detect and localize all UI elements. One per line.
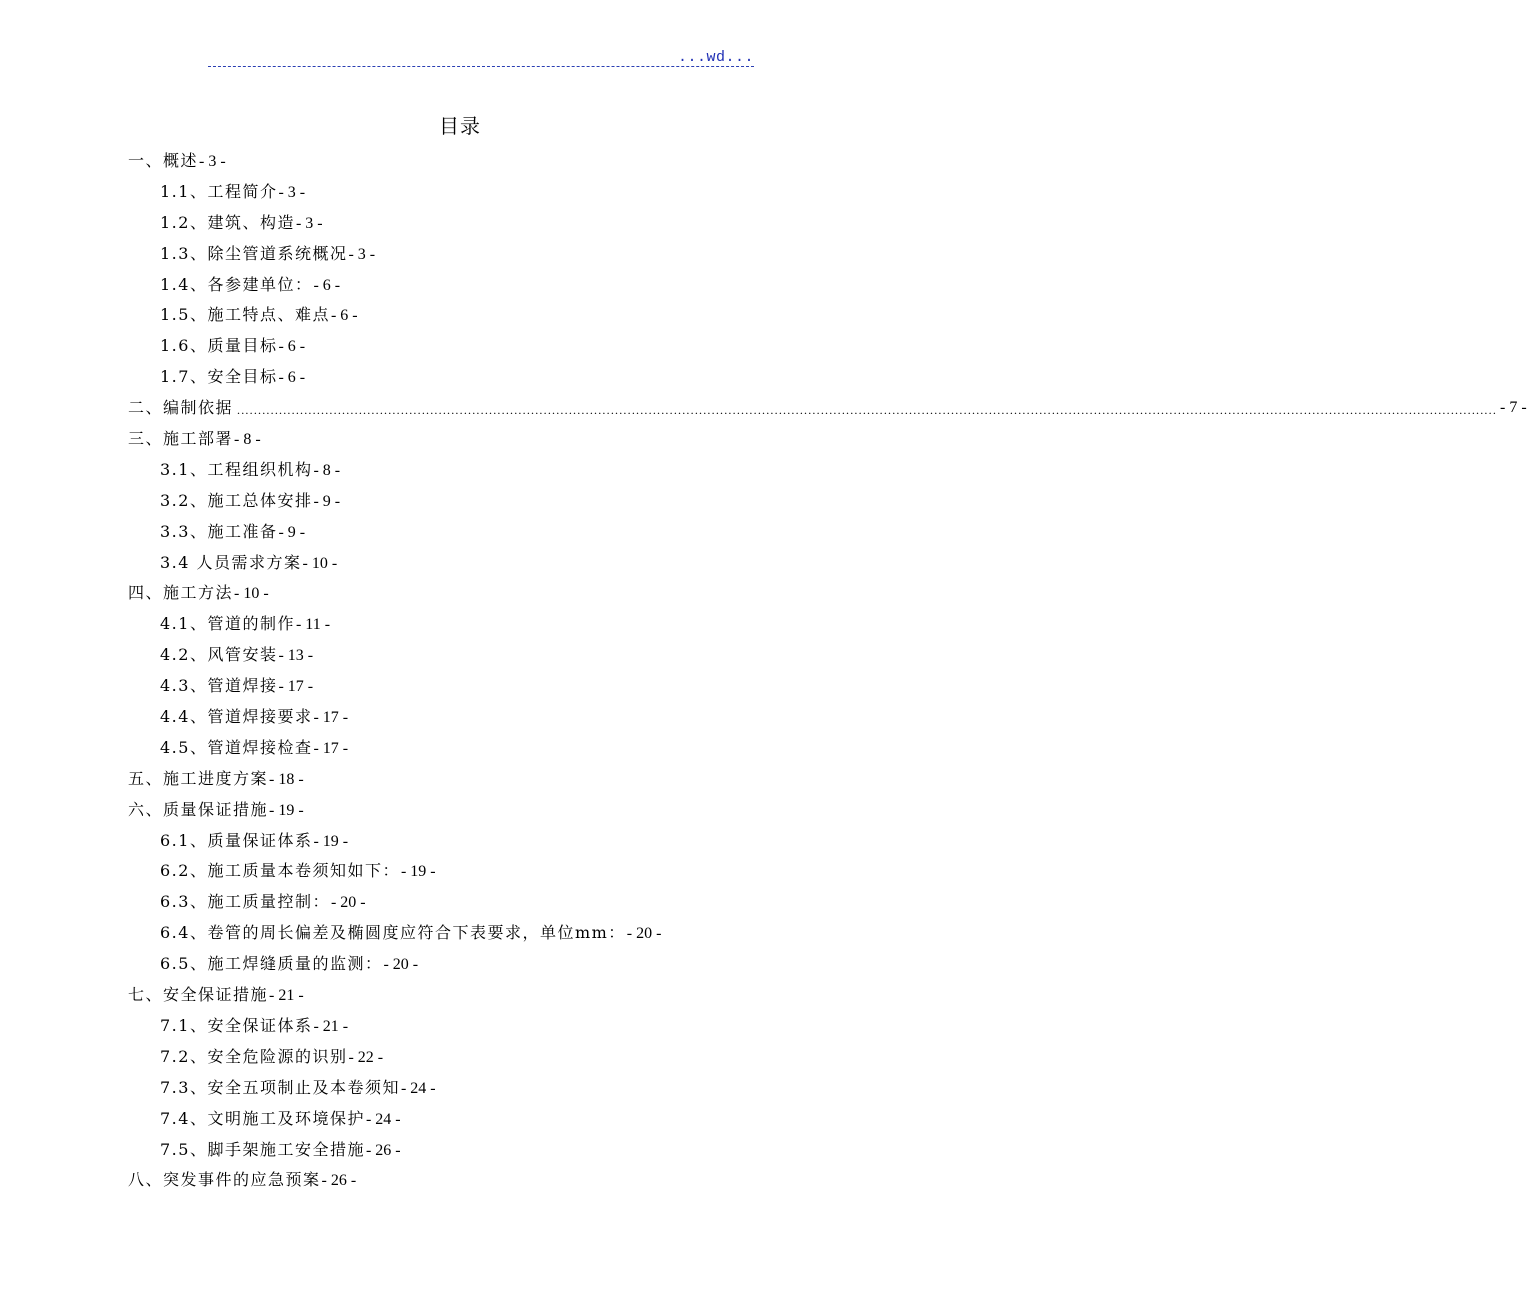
toc-entry-label: 1.3、除尘管道系统概况	[160, 243, 348, 263]
toc-subsection-entry[interactable]	[0, 300, 920, 331]
toc-dot-leader: ............................................................................................................................................................................................................................................................................................................	[237, 403, 1498, 418]
toc-entry-label: 6.1、质量保证体系	[160, 830, 313, 850]
toc-entry-label: 八、突发事件的应急预案	[128, 1170, 321, 1190]
toc-subsection-entry[interactable]	[0, 1104, 920, 1135]
toc-entry-label: 1.4、各参建单位：	[160, 274, 313, 294]
toc-entry-label: 3.3、施工准备	[160, 521, 278, 541]
toc-entry-page-number: - 20 -	[626, 925, 662, 943]
toc-entry-page-number: - 19 -	[269, 801, 304, 819]
toc-entry-label: 一、概述	[128, 151, 199, 170]
toc-entry-page-number: - 6 -	[278, 369, 306, 387]
toc-entry-page-number: - 10 -	[234, 585, 269, 603]
toc-entry-page-number: - 7 -	[1500, 399, 1527, 417]
toc-subsection-entry[interactable]	[0, 1042, 920, 1073]
table-of-contents	[0, 146, 1527, 1196]
toc-entry-label: 6.3、施工质量控制：	[160, 892, 330, 912]
toc-subsection-entry[interactable]	[0, 702, 920, 733]
toc-entry-label: 1.7、安全目标	[160, 367, 278, 387]
toc-section-entry[interactable]	[0, 795, 920, 826]
toc-entry-label: 7.4、文明施工及环境保护	[160, 1108, 365, 1128]
toc-section-entry[interactable]	[0, 1165, 920, 1196]
toc-entry-page-number: - 11 -	[295, 616, 331, 634]
toc-entry-label: 3.2、施工总体安排	[160, 490, 313, 510]
toc-section-entry[interactable]	[0, 393, 1527, 424]
toc-subsection-entry[interactable]	[0, 517, 920, 548]
toc-subsection-entry[interactable]	[0, 671, 920, 702]
toc-entry-page-number: - 17 -	[313, 709, 349, 727]
toc-entry-page-number: - 17 -	[313, 739, 349, 757]
toc-entry-page-number: - 19 -	[400, 863, 436, 881]
toc-entry-label: 7.2、安全危险源的识别	[160, 1046, 348, 1066]
toc-section-entry[interactable]	[0, 764, 920, 795]
header-dashed-rule	[208, 66, 754, 67]
toc-section-entry[interactable]	[0, 578, 920, 609]
toc-subsection-entry[interactable]	[0, 918, 920, 949]
toc-subsection-entry[interactable]	[0, 239, 920, 270]
toc-entry-label: 3.1、工程组织机构	[160, 459, 313, 479]
toc-subsection-entry[interactable]	[0, 455, 920, 486]
toc-entry-label: 3.4 人员需求方案	[160, 552, 302, 572]
toc-subsection-entry[interactable]	[0, 331, 920, 362]
toc-entry-page-number: - 26 -	[365, 1141, 401, 1159]
toc-entry-label: 四、施工方法	[128, 583, 234, 603]
page-header	[208, 46, 754, 70]
toc-subsection-entry[interactable]	[0, 486, 920, 517]
toc-subsection-entry[interactable]	[0, 640, 920, 671]
toc-entry-page-number: - 24 -	[365, 1110, 401, 1128]
toc-entry-page-number: - 3 -	[295, 214, 323, 232]
toc-subsection-entry[interactable]	[0, 1011, 920, 1042]
toc-entry-label: 六、质量保证措施	[128, 799, 269, 819]
toc-entry-page-number: - 22 -	[348, 1048, 384, 1066]
toc-subsection-entry[interactable]	[0, 826, 920, 857]
toc-entry-page-number: - 6 -	[330, 307, 358, 325]
toc-entry-page-number: - 26 -	[321, 1172, 357, 1190]
toc-entry-label: 五、施工进度方案	[128, 768, 269, 788]
toc-entry-label: 7.5、脚手架施工安全措施	[160, 1139, 365, 1159]
toc-subsection-entry[interactable]	[0, 949, 920, 980]
toc-entry-page-number: - 9 -	[278, 523, 306, 541]
toc-subsection-entry[interactable]	[0, 887, 920, 918]
toc-entry-page-number: - 21 -	[313, 1017, 349, 1035]
toc-entry-page-number: - 3 -	[278, 183, 306, 201]
toc-subsection-entry[interactable]	[0, 856, 920, 887]
toc-entry-label: 6.2、施工质量本卷须知如下：	[160, 861, 400, 881]
toc-subsection-entry[interactable]	[0, 609, 920, 640]
toc-entry-page-number: - 20 -	[330, 894, 366, 912]
toc-entry-label: 1.5、施工特点、难点	[160, 305, 330, 325]
toc-entry-label: 6.5、施工焊缝质量的监测：	[160, 954, 383, 974]
toc-entry-label: 1.1、工程简介	[160, 181, 278, 201]
toc-title: 目录	[439, 114, 481, 138]
toc-entry-label: 1.2、建筑、构造	[160, 212, 295, 232]
toc-entry-page-number: - 24 -	[400, 1079, 436, 1097]
toc-section-entry[interactable]	[0, 424, 920, 455]
toc-subsection-entry[interactable]	[0, 208, 920, 239]
toc-entry-page-number: - 20 -	[383, 956, 419, 974]
toc-subsection-entry[interactable]	[0, 1135, 920, 1166]
toc-entry-label: 1.6、质量目标	[160, 336, 278, 356]
toc-subsection-entry[interactable]	[0, 177, 920, 208]
toc-entry-label: 4.3、管道焊接	[160, 676, 278, 696]
toc-entry-label: 7.1、安全保证体系	[160, 1015, 313, 1035]
toc-entry-label: 三、施工部署	[128, 429, 234, 449]
toc-subsection-entry[interactable]	[0, 270, 920, 301]
toc-subsection-entry[interactable]	[0, 362, 920, 393]
toc-entry-page-number: - 8 -	[313, 461, 341, 479]
toc-subsection-entry[interactable]	[0, 733, 920, 764]
toc-entry-label: 4.2、风管安装	[160, 645, 278, 665]
toc-section-entry[interactable]	[0, 980, 920, 1011]
toc-entry-label: 7.3、安全五项制止及本卷须知	[160, 1077, 400, 1097]
toc-subsection-entry[interactable]	[0, 548, 920, 579]
toc-entry-page-number: - 8 -	[234, 431, 261, 449]
toc-entry-page-number: - 6 -	[278, 338, 306, 356]
toc-entry-page-number: - 3 -	[199, 153, 226, 170]
toc-entry-page-number: - 18 -	[269, 770, 304, 788]
toc-entry-label: 4.5、管道焊接检查	[160, 737, 313, 757]
toc-entry-page-number: - 13 -	[278, 647, 314, 665]
header-watermark-text: ...wd...	[675, 49, 754, 66]
toc-entry-label: 6.4、卷管的周长偏差及椭圆度应符合下表要求，单位mm：	[160, 923, 626, 943]
toc-entry-page-number: - 10 -	[302, 554, 338, 572]
toc-entry-label: 4.4、管道焊接要求	[160, 707, 313, 727]
toc-entry-page-number: - 17 -	[278, 678, 314, 696]
toc-entry-page-number: - 3 -	[348, 245, 376, 263]
toc-entry-label: 七、安全保证措施	[128, 985, 269, 1005]
toc-entry-page-number: - 6 -	[313, 276, 341, 294]
toc-entry-label: 4.1、管道的制作	[160, 614, 295, 634]
toc-entry-page-number: - 9 -	[313, 492, 341, 510]
toc-subsection-entry[interactable]	[0, 1073, 920, 1104]
toc-entry-page-number: - 19 -	[313, 832, 349, 850]
toc-section-entry[interactable]	[0, 146, 920, 177]
toc-entry-page-number: - 21 -	[269, 987, 304, 1005]
toc-entry-label: 二、编制依据	[128, 398, 234, 418]
